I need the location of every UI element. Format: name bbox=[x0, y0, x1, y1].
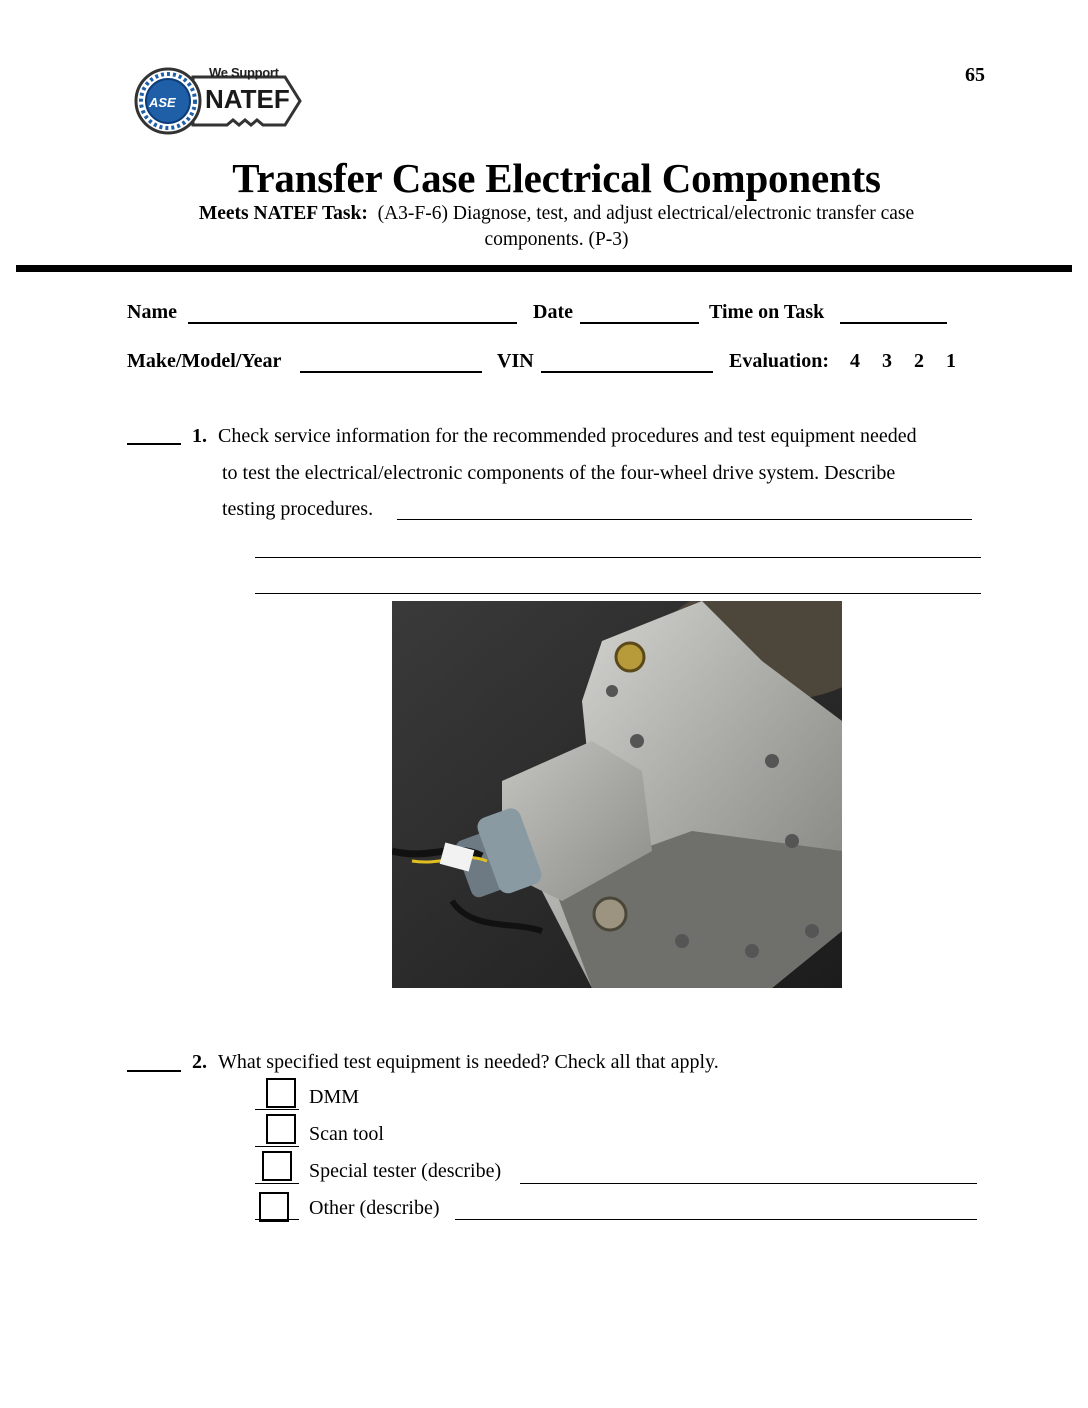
logo-seal-text: ASE bbox=[149, 95, 176, 110]
task-text-line2: components. (P-3) bbox=[484, 229, 629, 250]
vin-field[interactable] bbox=[541, 371, 713, 373]
name-label: Name bbox=[127, 301, 177, 323]
task-label: Meets NATEF Task: bbox=[198, 203, 368, 224]
item1-text-line1: Check service information for the recommended procedures and test equipment needed bbox=[218, 425, 917, 447]
header-divider bbox=[16, 265, 1072, 272]
option-special-tester-label: Special tester (describe) bbox=[309, 1160, 502, 1182]
item2-checkoff-blank[interactable] bbox=[127, 1070, 181, 1072]
item2-number: 2. bbox=[192, 1051, 207, 1073]
option-dmm-label: DMM bbox=[309, 1086, 360, 1108]
scan-tool-checkbox-underline bbox=[255, 1146, 299, 1147]
make-model-year-field[interactable] bbox=[300, 371, 482, 373]
page-number: 65 bbox=[965, 64, 985, 86]
item2-text: What specified test equipment is needed? Check all that apply. bbox=[218, 1051, 719, 1073]
make-model-year-label: Make/Model/Year bbox=[127, 350, 282, 372]
time-on-task-label: Time on Task bbox=[709, 301, 825, 323]
date-field[interactable] bbox=[580, 322, 699, 324]
page-title: Transfer Case Electrical Components bbox=[232, 155, 881, 201]
evaluation-score-2[interactable]: 2 bbox=[914, 350, 924, 372]
item1-number: 1. bbox=[192, 425, 207, 447]
option-scan-tool-label: Scan tool bbox=[309, 1123, 384, 1145]
item1-answer-line1[interactable] bbox=[397, 519, 972, 520]
special-tester-answer-line[interactable] bbox=[520, 1183, 977, 1184]
logo-top-text: We Support bbox=[209, 65, 279, 80]
natef-logo bbox=[133, 62, 303, 140]
transfer-case-image bbox=[392, 601, 842, 988]
item1-text-line3: testing procedures. bbox=[222, 498, 374, 520]
task-text-line1: (A3-F-6) Diagnose, test, and adjust electrical/electronic transfer case bbox=[377, 203, 915, 224]
other-checkbox-underline bbox=[255, 1219, 299, 1220]
item1-answer-line2[interactable] bbox=[255, 557, 981, 558]
logo-main-text: NATEF bbox=[205, 84, 290, 114]
time-on-task-field[interactable] bbox=[840, 322, 947, 324]
item1-text-line2: to test the electrical/electronic components of the four-wheel drive system. Describe bbox=[222, 462, 896, 484]
evaluation-score-4[interactable]: 4 bbox=[850, 350, 860, 372]
name-field[interactable] bbox=[188, 322, 517, 324]
item1-checkoff-blank[interactable] bbox=[127, 443, 181, 445]
task-description-line1 bbox=[0, 203, 1088, 225]
vin-label: VIN bbox=[497, 350, 534, 372]
dmm-checkbox[interactable] bbox=[266, 1078, 296, 1108]
transfer-case-photo bbox=[392, 601, 842, 988]
dmm-checkbox-underline bbox=[255, 1109, 299, 1110]
evaluation-score-1[interactable]: 1 bbox=[946, 350, 956, 372]
evaluation-score-3[interactable]: 3 bbox=[882, 350, 892, 372]
other-checkbox[interactable] bbox=[259, 1192, 289, 1222]
scan-tool-checkbox[interactable] bbox=[266, 1114, 296, 1144]
item1-answer-line3[interactable] bbox=[255, 593, 981, 594]
date-label: Date bbox=[533, 301, 573, 323]
other-answer-line[interactable] bbox=[455, 1219, 977, 1220]
option-other-label: Other (describe) bbox=[309, 1197, 440, 1219]
special-tester-checkbox[interactable] bbox=[262, 1151, 292, 1181]
special-tester-checkbox-underline bbox=[255, 1183, 299, 1184]
evaluation-label: Evaluation: bbox=[729, 350, 830, 372]
